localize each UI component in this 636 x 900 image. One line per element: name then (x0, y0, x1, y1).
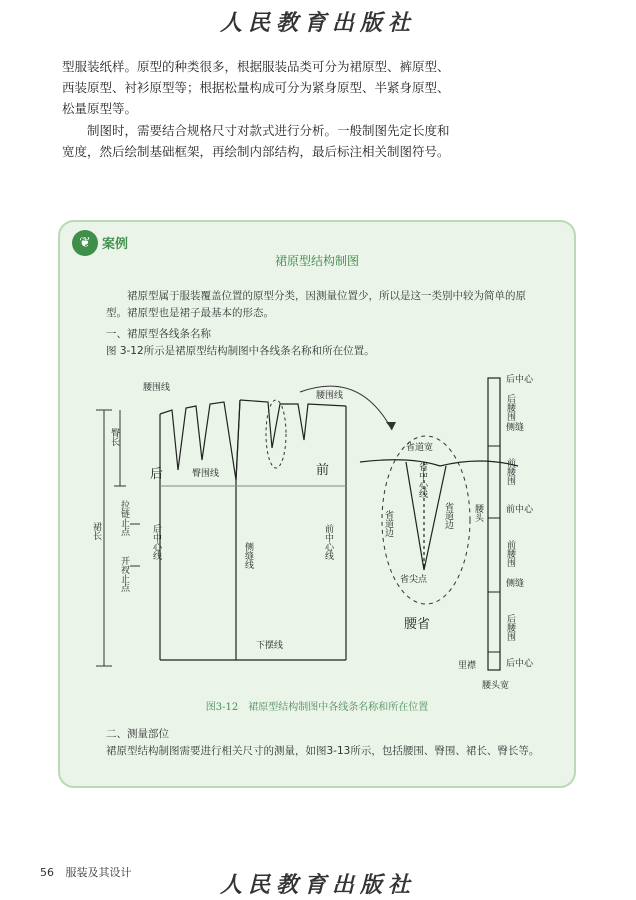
label-waist-dart: 腰省 (404, 617, 431, 632)
label-hip-length: 臀长 (109, 428, 119, 446)
case-intro: 裙原型属于服装覆盖位置的原型分类，因测量位置少，所以是这一类别中较为简单的原型。裙原型也是裙子最基本的形态。 (106, 290, 526, 319)
label-back: 后 (150, 467, 164, 482)
label-waist-line-2: 腰围线 (316, 391, 344, 401)
label-front: 前 (316, 463, 330, 478)
body-paragraph-2: 制图时，需要结合规格尺寸对款式进行分析。一般制图先定长度和宽度，然后绘制基础框架，再绘制内部结构，最后标注相关制图符号。 (62, 123, 450, 159)
label-wb-front-waist-2: 前腰围 (505, 540, 515, 567)
label-back-center: 后中心线 (151, 524, 161, 560)
label-skirt-length: 裙长 (91, 522, 101, 540)
book-title: 服装及其设计 (65, 866, 132, 879)
case-label: 案例 (102, 237, 129, 252)
label-wb-width: 腰头宽 (482, 681, 510, 691)
label-dart-point: 省尖点 (400, 575, 428, 585)
label-wb-front-waist: 前腰围 (505, 458, 515, 485)
label-dart-edge-left: 省道边 (383, 510, 393, 537)
label-side-seam: 侧缝线 (243, 542, 253, 569)
publisher-logo-top: 人民教育出版社 (219, 10, 416, 36)
label-waist-line: 腰围线 (143, 383, 171, 393)
body-paragraph-1: 型服装纸样。原型的种类很多，根据服装品类可分为裙原型、裤原型、西装原型、衬衫原型等；根据松量构成可分为紧身原型、半紧身原型、松量原型等。 (62, 59, 450, 116)
page-number: 56 (40, 866, 54, 879)
label-hip-line: 臀围线 (192, 469, 220, 479)
label-hem-line: 下摆线 (256, 641, 284, 651)
label-wb-back-waist-2: 后腰围 (505, 614, 515, 641)
label-wb-back-waist: 后腰围 (505, 394, 515, 421)
label-slit-stop: 开衩止点 (119, 556, 129, 592)
label-wb-side: 侧缝 (506, 423, 525, 433)
label-dart-center: 省中心线 (417, 462, 427, 498)
label-wb-front-center: 前中心 (506, 505, 534, 515)
label-wb-back-center: 后中心 (506, 375, 534, 385)
label-waistband: 腰头 (473, 504, 483, 522)
label-zipper-stop: 拉链止点 (119, 500, 129, 536)
label-wb-back-center-2: 后中心 (506, 659, 534, 669)
label-wb-lining: 里襟 (458, 661, 477, 671)
label-front-center: 前中心线 (323, 524, 333, 560)
label-wb-side-2: 侧缝 (506, 579, 525, 589)
case-section-1: 一、裙原型各线条名称 图 3-12所示是裙原型结构制图中各线条名称和所在位置。 (106, 328, 375, 357)
figure-caption: 图3-12 裙原型结构制图中各线条名称和所在位置 (205, 702, 429, 713)
label-dart-edge-right: 省道边 (443, 502, 453, 529)
publisher-logo-bottom: 人民教育出版社 (219, 872, 416, 898)
case-section-2: 二、测量部位 裙原型结构制图需要进行相关尺寸的测量，如图3-13所示，包括腰围、臀围、裙长、臀长等。 (106, 728, 540, 757)
case-box (58, 220, 576, 788)
skirt-draft-diagram (60, 370, 574, 696)
case-title: 裙原型结构制图 (274, 254, 359, 268)
label-dart-width: 省道宽 (406, 443, 434, 453)
leaf-icon: ❦ (72, 230, 98, 256)
